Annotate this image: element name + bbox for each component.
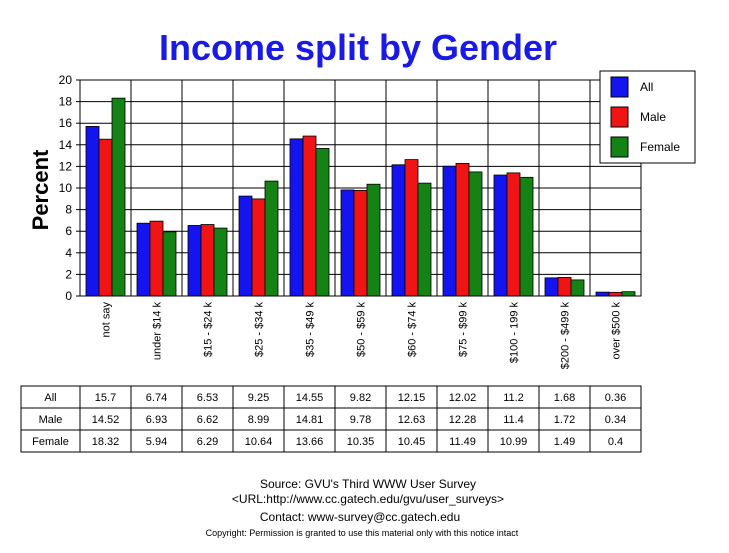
table-cell: 10.64 [244,436,273,448]
y-axis-label: Percent [28,149,53,231]
legend-label-male: Male [640,110,667,124]
contact-text: Contact: www-survey@cc.gatech.edu [259,510,461,524]
bar-male [201,225,214,296]
bar-all [341,190,354,296]
y-axis-ticks [59,73,80,303]
legend-label-female: Female [640,140,681,154]
bar-male [405,160,418,296]
bar-female [367,184,380,296]
y-tick-label: 20 [58,73,72,87]
bar-male [150,221,163,296]
y-tick-label: 18 [58,94,72,109]
category-label: $25 - $34 k [253,302,266,358]
table-cell: 1.49 [553,436,576,448]
legend [600,71,695,163]
bar-female [163,232,176,296]
bar-all [239,196,252,296]
table-cell: 9.25 [247,392,270,404]
table-cell: 6.29 [196,436,219,448]
table-cell: 1.68 [553,392,576,404]
table-cell: 12.02 [448,392,477,404]
category-label: not say [100,302,113,338]
table-cell: 14.55 [295,392,324,404]
table-cell: 10.35 [346,436,375,448]
table-cell: 10.99 [499,436,528,448]
category-label: $200 - $499 k [559,302,572,370]
category-labels [101,302,623,370]
table-row-header: Male [38,414,63,426]
table-cell: 6.62 [196,414,219,426]
legend-swatch-male [611,107,628,127]
category-label: $35 - $49 k [304,302,317,358]
url-text: <URL:http://www.cc.gatech.edu/gvu/user_surveys> [231,492,505,506]
y-tick-label: 8 [65,202,72,217]
bar-female [520,177,533,296]
y-tick-label: 6 [65,224,72,239]
chart-title: Income split by Gender [158,27,558,68]
bar-all [137,223,150,296]
table-cell: 0.4 [607,436,624,448]
y-tick-label: 14 [58,137,72,152]
table-cell: 14.81 [295,414,324,426]
bar-female [418,183,431,296]
table-cell: 9.78 [349,414,372,426]
table-cell: 0.36 [604,392,627,404]
table-row-header: Female [32,436,69,448]
legend-swatch-all [611,77,628,97]
legend-label-all: All [640,80,654,94]
category-label: under $14 k [151,302,164,361]
table-cell: 11.49 [449,436,476,448]
y-tick-label: 2 [65,267,72,282]
bar-all [545,278,558,296]
bar-female [265,181,278,296]
bar-series [86,98,635,296]
bar-male [456,163,469,296]
bar-all [596,292,609,296]
table-cell: 12.28 [448,414,477,426]
legend-swatch-female [611,137,628,157]
table-row-header: All [44,392,57,404]
table-cell: 6.53 [196,392,219,404]
table-cell: 15.7 [94,392,117,404]
category-label: $15 - $24 k [202,302,215,358]
table-cell: 11.2 [503,392,524,404]
bar-male [558,277,571,296]
y-tick-label: 0 [65,289,72,303]
table-cell: 12.15 [397,392,426,404]
table-cell: 9.82 [349,392,372,404]
bar-female [316,148,329,296]
table-cell: 10.45 [397,436,426,448]
category-label: $60 - $74 k [406,302,419,358]
category-label: $50 - $59 k [355,302,368,358]
bar-male [507,173,520,296]
table-cell: 0.34 [604,414,627,426]
table-cell: 5.94 [145,436,168,448]
table-cell: 8.99 [247,414,270,426]
category-label: $75 - $99 k [457,302,470,358]
table-cell: 14.52 [91,414,120,426]
bar-male [354,190,367,296]
bar-all [290,139,303,296]
source-text: Source: GVU's Third WWW User Survey [259,477,477,491]
y-tick-label: 4 [65,245,72,260]
bar-female [214,228,227,296]
table-cell: 1.72 [553,414,576,426]
bar-male [303,136,316,296]
bar-female [571,280,584,296]
y-tick-label: 16 [58,116,72,131]
bar-all [86,126,99,296]
bar-female [112,98,125,296]
bar-all [188,225,201,296]
category-label: $100 - 199 k [508,302,521,364]
bar-all [443,166,456,296]
category-label: over $500 k [610,302,623,360]
table-cell: 6.93 [145,414,168,426]
bar-male [99,139,112,296]
bar-female [469,172,482,296]
table-cell: 13.66 [295,436,324,448]
bar-female [622,292,635,296]
table-cell: 18.32 [91,436,120,448]
bar-male [252,199,265,296]
bar-all [392,165,405,296]
table-cell: 12.63 [397,414,426,426]
copyright-text: Copyright: Permission is granted to use this material only with this notice intact [205,528,519,538]
table-cell: 6.74 [145,392,168,404]
bar-all [494,175,507,296]
y-tick-label: 12 [58,159,72,174]
table-cell: 11.4 [503,414,524,426]
data-table [21,386,641,452]
y-tick-label: 10 [58,181,72,195]
bar-male [609,292,622,296]
